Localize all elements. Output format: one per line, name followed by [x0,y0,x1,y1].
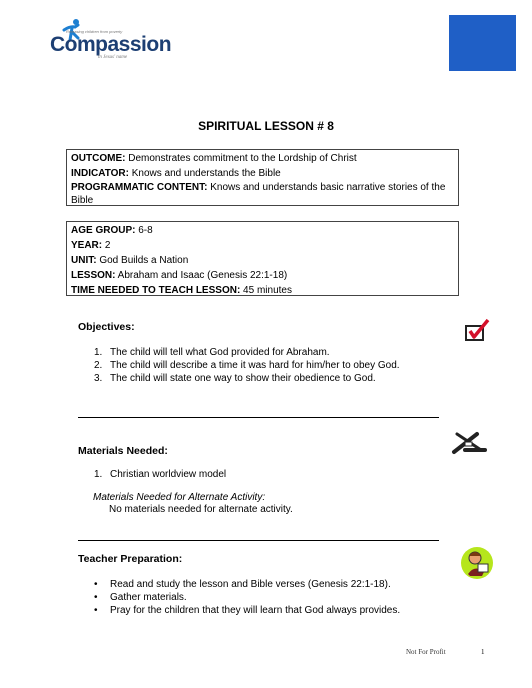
outcome-label: OUTCOME: [71,153,126,164]
age-label: AGE GROUP: [71,225,136,236]
prep-list [80,578,470,617]
bullet: • [94,579,98,590]
indicator-value: Knows and understands the Bible [128,168,281,179]
pencil-tools-icon [451,430,487,461]
age-value: 6-8 [135,225,153,236]
list-item [80,468,460,481]
alternate-activity-title: Materials Needed for Alternate Activity: [93,492,266,503]
materials-heading: Materials Needed: [78,445,168,457]
list-item-number: 1. [94,347,103,358]
outcome-box [66,149,459,206]
page-title: SPIRITUAL LESSON # 8 [198,119,334,133]
list-item-number: 3. [94,373,103,384]
list-item [80,578,470,591]
list-item-number: 1. [94,469,103,480]
year-label: YEAR: [71,240,103,251]
list-item [80,591,470,604]
time-value: 45 minutes [240,285,292,296]
section-divider [78,540,439,541]
unit-line [71,253,454,268]
year-line [71,238,454,253]
bullet: • [94,592,98,603]
list-item-text: Read and study the lesson and Bible verses (Genesis 22:1-18). [110,579,391,590]
list-item-number: 2. [94,360,103,371]
list-item-text: Christian worldview model [110,469,227,480]
logo-subline: in Jesus' name [98,55,128,60]
list-item [80,359,460,372]
list-item-text: The child will state one way to show their obedience to God. [110,373,376,384]
bullet: • [94,605,98,616]
content-label: PROGRAMMATIC CONTENT: [71,182,208,193]
outcome-line [71,151,454,166]
list-item-text: The child will tell what God provided for Abraham. [110,347,330,358]
indicator-line [71,166,454,181]
logo-brand: Compassion [50,33,172,56]
lesson-value: Abraham and Isaac (Genesis 22:1-18) [115,270,288,281]
content-line [71,181,454,207]
prep-heading: Teacher Preparation: [78,553,183,565]
lesson-line [71,268,454,283]
outcome-value: Demonstrates commitment to the Lordship of Christ [125,153,357,164]
list-item-text: The child will describe a time it was hard for him/her to obey God. [110,360,400,371]
year-value: 2 [102,240,111,251]
section-divider [78,417,439,418]
indicator-label: INDICATOR: [71,168,129,179]
lesson-label: LESSON: [71,270,116,281]
list-item-text: Gather materials. [110,592,187,603]
materials-list [80,468,460,481]
footer-label: Not For Profit [406,648,446,656]
alternate-activity-text: No materials needed for alternate activity. [109,504,293,515]
unit-label: UNIT: [71,255,97,266]
list-item [80,346,460,359]
content-value: Knows and understands basic narrative stories of the Bible [71,182,446,206]
list-item [80,372,460,385]
time-line [71,283,454,298]
objectives-list [80,346,460,385]
list-item-text: Pray for the children that they will learn that God always provides. [110,605,401,616]
unit-value: God Builds a Nation [96,255,189,266]
blue-brand-block [449,15,516,71]
list-item [80,604,470,617]
page-number: 1 [481,648,485,656]
time-label: TIME NEEDED TO TEACH LESSON: [71,285,241,296]
age-line [71,223,454,238]
checkbox-check-icon [464,318,490,347]
lesson-info-box [66,221,459,296]
logo-tagline: Releasing children from poverty [66,29,123,34]
objectives-heading: Objectives: [78,321,135,333]
